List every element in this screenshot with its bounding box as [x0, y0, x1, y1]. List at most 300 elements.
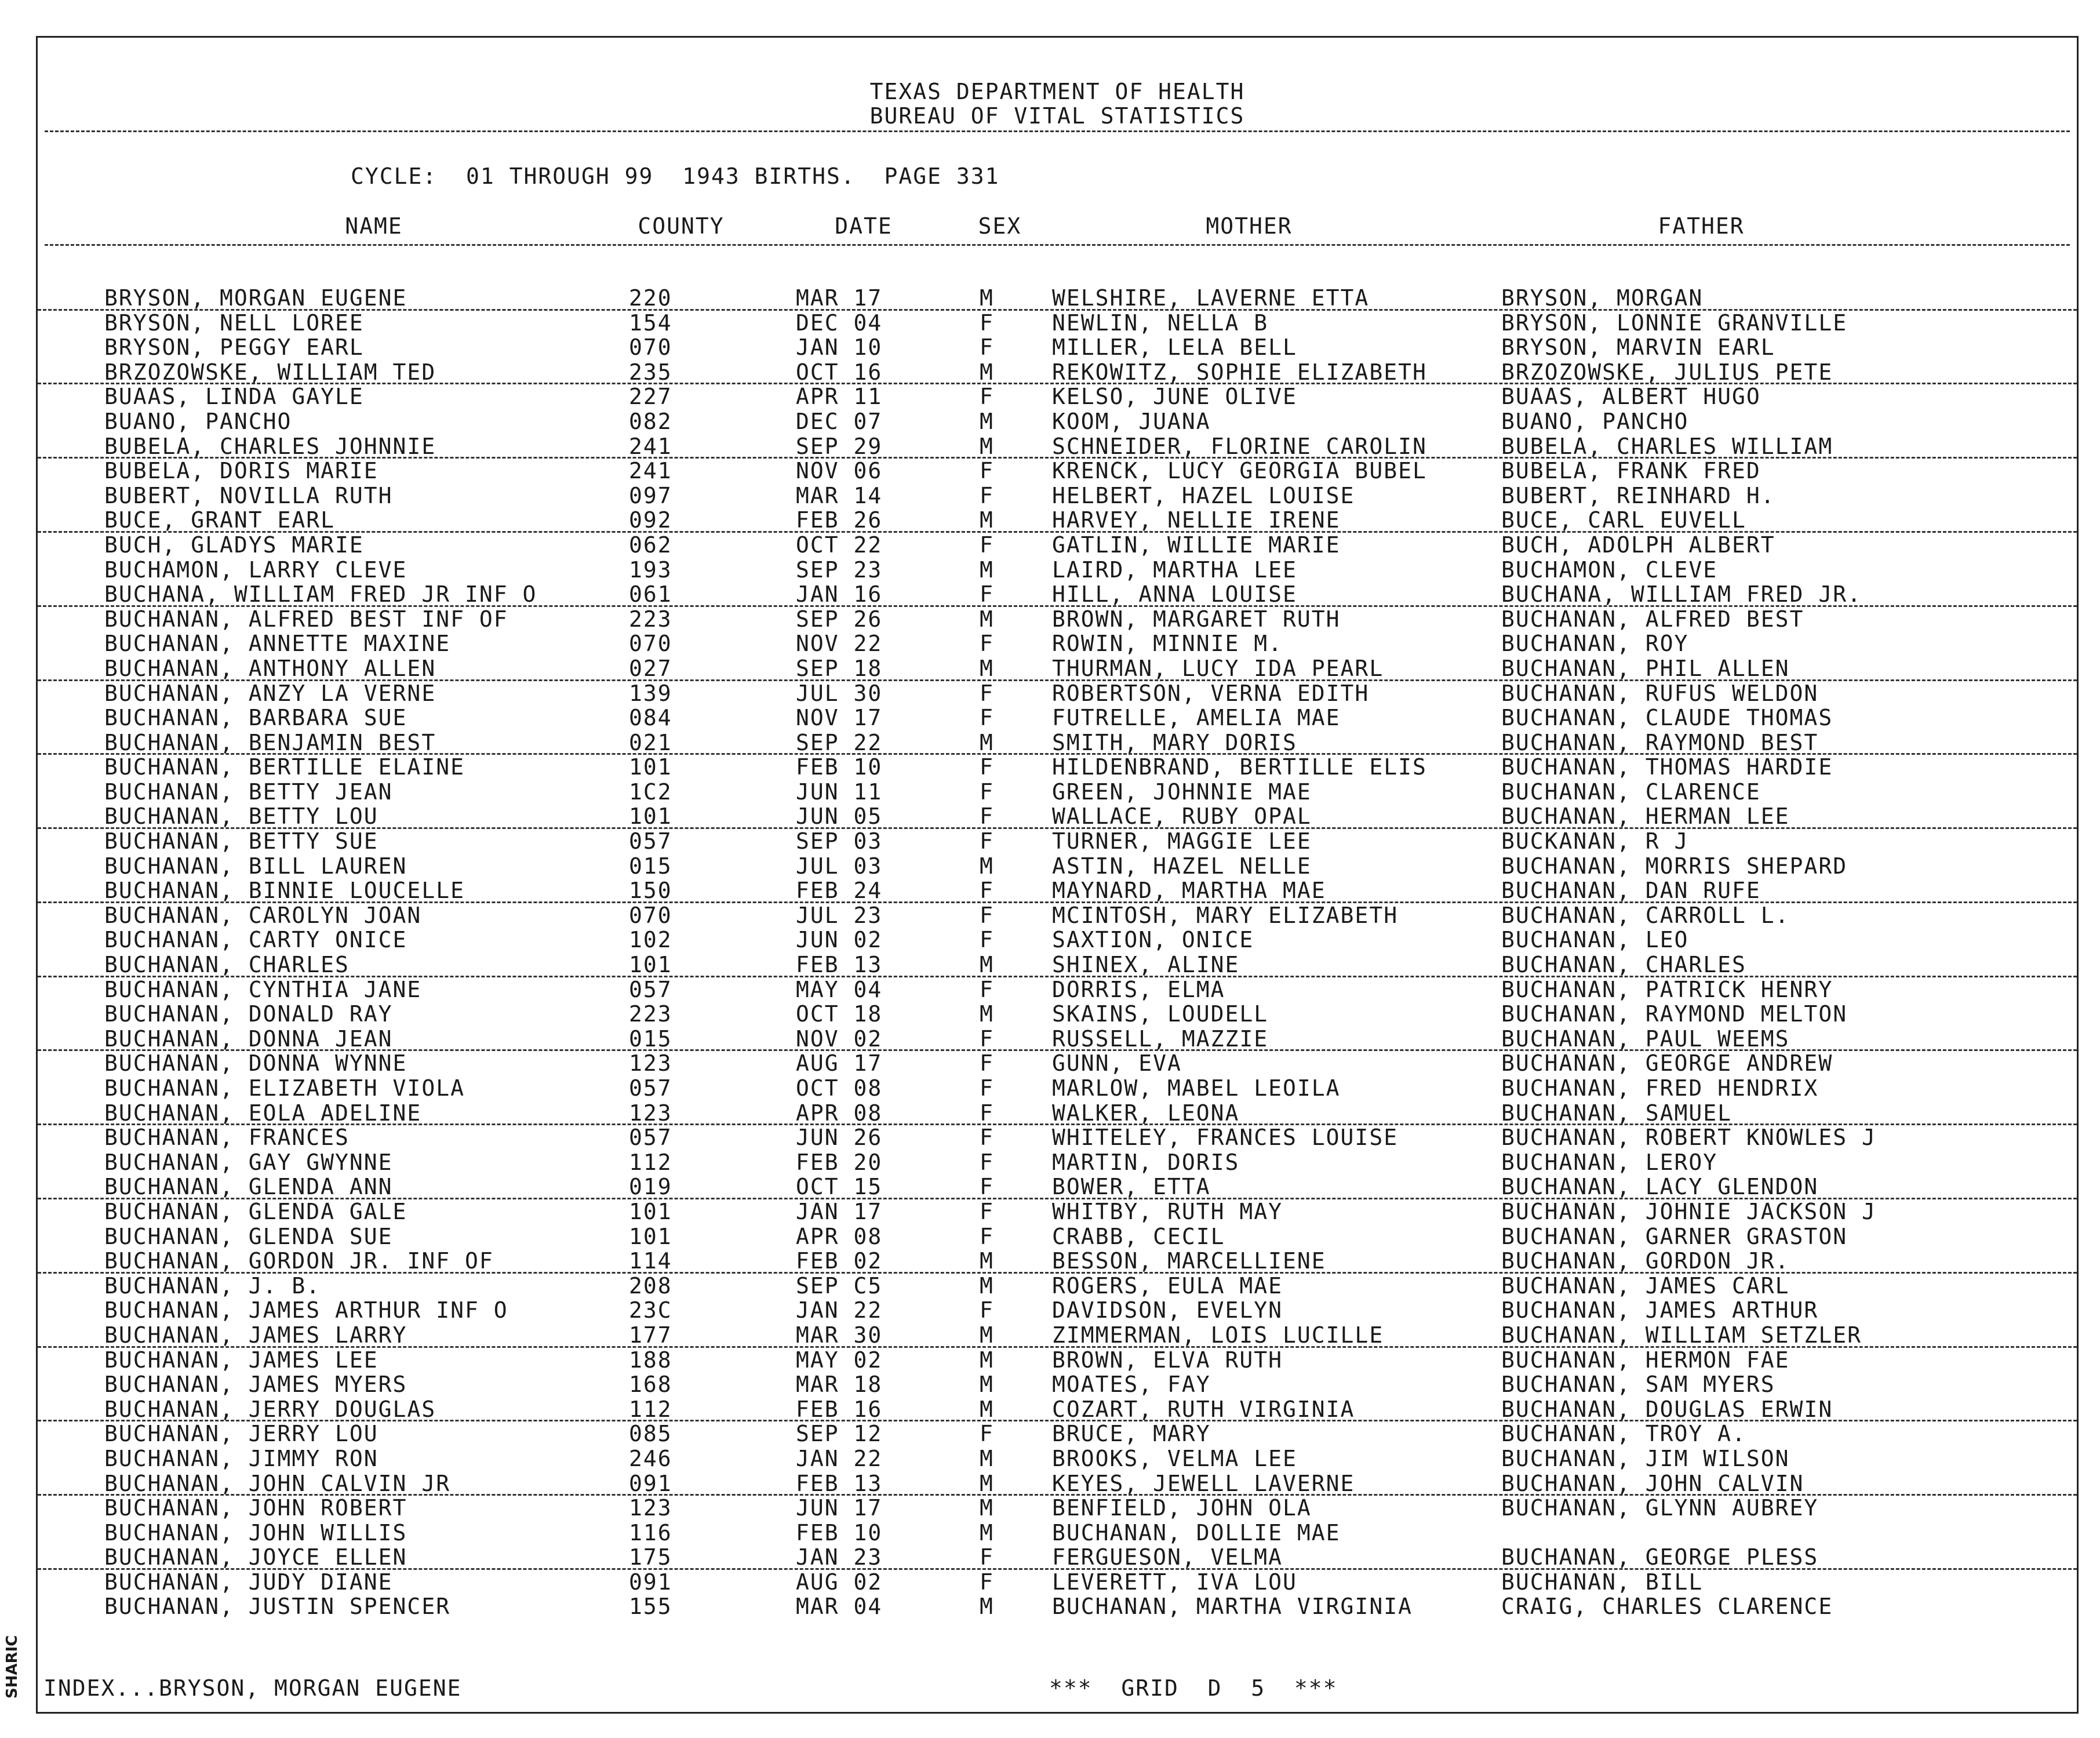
- cell-father: BUCHANAN, THOMAS HARDIE: [1501, 755, 1833, 780]
- cell-mother: GATLIN, WILLIE MARIE: [1052, 532, 1341, 558]
- cell-date: JAN 22: [796, 1446, 883, 1471]
- cell-father: BUCHANAN, JIM WILSON: [1501, 1446, 1790, 1471]
- cell-name: BUCHANAN, BETTY SUE: [104, 829, 378, 854]
- cell-date: JUN 11: [796, 779, 883, 805]
- table-row: [38, 681, 2077, 706]
- table-row: [38, 1249, 2077, 1274]
- cell-father: BUCH, ADOLPH ALBERT: [1501, 532, 1775, 558]
- cell-name: BUCHANAN, JAMES LEE: [104, 1347, 378, 1373]
- cell-sex: F: [980, 582, 994, 607]
- cell-mother: WALKER, LEONA: [1052, 1100, 1240, 1126]
- cell-sex: M: [980, 1372, 994, 1397]
- footer-grid: *** GRID D 5 ***: [1049, 1675, 1338, 1701]
- table-row: [38, 1372, 2077, 1397]
- table-row: [38, 558, 2077, 583]
- cell-name: BUCHANAN, BENJAMIN BEST: [104, 730, 436, 755]
- cell-date: FEB 24: [796, 878, 883, 903]
- cell-county: 235: [629, 359, 672, 385]
- cell-date: MAR 18: [796, 1372, 883, 1397]
- cell-sex: F: [980, 706, 994, 730]
- cell-father: BUCHANAN, CARROLL L.: [1501, 903, 1790, 928]
- cell-county: 070: [629, 335, 672, 360]
- footer-index: INDEX...BRYSON, MORGAN EUGENE: [43, 1675, 462, 1701]
- cell-mother: WHITBY, RUTH MAY: [1052, 1199, 1283, 1224]
- cell-mother: WALLACE, RUBY OPAL: [1052, 804, 1312, 830]
- table-row: [38, 755, 2077, 780]
- cell-sex: M: [980, 1594, 994, 1620]
- cell-date: APR 08: [796, 1224, 883, 1249]
- table-row: [38, 730, 2077, 755]
- header-department: TEXAS DEPARTMENT OF HEALTH: [869, 79, 1245, 104]
- cell-father: BUCHANAN, ROY: [1501, 631, 1689, 656]
- cell-name: BUCHANAN, JAMES MYERS: [104, 1372, 407, 1397]
- cell-name: BUCHANAN, BILL LAUREN: [104, 853, 407, 879]
- cell-mother: GREEN, JOHNNIE MAE: [1052, 779, 1312, 805]
- cell-mother: WHITELEY, FRANCES LOUISE: [1052, 1125, 1399, 1150]
- records-table: [38, 286, 2077, 1619]
- cell-date: OCT 18: [796, 1002, 883, 1027]
- column-header-mother: MOTHER: [1206, 213, 1293, 239]
- cell-father: BUCHANAN, PAUL WEEMS: [1501, 1026, 1790, 1052]
- table-row: [38, 508, 2077, 533]
- cell-mother: MARTIN, DORIS: [1052, 1150, 1240, 1175]
- cell-father: BUCHANAN, FRED HENDRIX: [1501, 1076, 1819, 1101]
- table-row: [38, 1002, 2077, 1027]
- cell-date: JAN 17: [796, 1199, 883, 1224]
- cell-sex: M: [980, 409, 994, 434]
- table-row: [38, 459, 2077, 483]
- cell-sex: M: [980, 508, 994, 533]
- cell-sex: F: [980, 804, 994, 830]
- cell-county: 241: [629, 459, 672, 483]
- cell-mother: HARVEY, NELLIE IRENE: [1052, 508, 1341, 533]
- cell-county: 070: [629, 903, 672, 928]
- cell-county: 1C2: [629, 779, 672, 805]
- table-row: [38, 1521, 2077, 1546]
- cell-name: BUCHANAN, GORDON JR. INF OF: [104, 1249, 494, 1274]
- cell-county: 084: [629, 706, 672, 730]
- cell-mother: SKAINS, LOUDELL: [1052, 1002, 1269, 1027]
- cell-date: SEP C5: [796, 1273, 883, 1299]
- cell-name: BUCHANAN, JAMES LARRY: [104, 1322, 407, 1348]
- cell-name: BUCHANAN, J. B.: [104, 1273, 321, 1299]
- table-row: [38, 1199, 2077, 1224]
- table-row: [38, 780, 2077, 805]
- cell-sex: M: [980, 1322, 994, 1348]
- cell-name: BUCHANAN, ANZY LA VERNE: [104, 681, 436, 706]
- cell-mother: BUCHANAN, DOLLIE MAE: [1052, 1520, 1341, 1546]
- cell-date: NOV 22: [796, 631, 883, 656]
- cell-mother: FERGUESON, VELMA: [1052, 1545, 1283, 1570]
- cell-sex: F: [980, 631, 994, 656]
- cell-county: 057: [629, 1076, 672, 1101]
- cell-mother: HILDENBRAND, BERTILLE ELIS: [1052, 755, 1427, 780]
- cell-name: BUCHANAN, BETTY JEAN: [104, 779, 393, 805]
- cell-name: BRYSON, PEGGY EARL: [104, 335, 364, 360]
- cell-county: 208: [629, 1273, 672, 1299]
- cell-name: BUCHANAN, JOHN WILLIS: [104, 1520, 407, 1546]
- cell-county: 241: [629, 434, 672, 459]
- cell-county: 101: [629, 804, 672, 830]
- cell-mother: LEVERETT, IVA LOU: [1052, 1569, 1297, 1595]
- side-label: SHARIC: [3, 1635, 21, 1699]
- cell-father: BRZOZOWSKE, JULIUS PETE: [1501, 359, 1833, 385]
- cell-county: 102: [629, 928, 672, 953]
- cell-date: OCT 22: [796, 532, 883, 558]
- cell-mother: SHINEX, ALINE: [1052, 952, 1240, 977]
- cell-sex: F: [980, 928, 994, 953]
- cell-mother: CRABB, CECIL: [1052, 1224, 1225, 1249]
- cell-father: BUCHANAN, BILL: [1501, 1569, 1704, 1595]
- cell-mother: MILLER, LELA BELL: [1052, 335, 1297, 360]
- table-row: [38, 533, 2077, 558]
- table-row: [38, 1446, 2077, 1471]
- cell-date: JUN 17: [796, 1496, 883, 1521]
- column-header-date: DATE: [835, 213, 893, 239]
- cell-county: 021: [629, 730, 672, 755]
- cell-date: MAR 17: [796, 286, 883, 311]
- cell-father: BUCHANAN, LEO: [1501, 928, 1689, 953]
- cell-sex: M: [980, 952, 994, 977]
- cell-date: JUN 02: [796, 928, 883, 953]
- table-row: [38, 1570, 2077, 1595]
- column-header-county: COUNTY: [638, 213, 725, 239]
- cell-date: FEB 13: [796, 1471, 883, 1496]
- cell-county: 114: [629, 1249, 672, 1274]
- cell-mother: REKOWITZ, SOPHIE ELIZABETH: [1052, 359, 1427, 385]
- cell-name: BUCHANAN, GLENDA GALE: [104, 1199, 407, 1224]
- cell-sex: F: [980, 1298, 994, 1323]
- table-row: [38, 607, 2077, 632]
- cell-mother: BESSON, MARCELLIENE: [1052, 1249, 1326, 1274]
- cell-sex: F: [980, 755, 994, 780]
- cell-name: BUCHANAN, JERRY LOU: [104, 1421, 378, 1446]
- table-row: [38, 878, 2077, 903]
- cell-county: 085: [629, 1421, 672, 1446]
- cell-county: 123: [629, 1496, 672, 1521]
- cell-sex: M: [980, 1002, 994, 1027]
- cell-name: BUCHANAN, DONNA WYNNE: [104, 1051, 407, 1076]
- table-row: [38, 952, 2077, 977]
- cell-mother: HELBERT, HAZEL LOUISE: [1052, 483, 1355, 508]
- cell-date: MAY 02: [796, 1347, 883, 1373]
- cell-county: 101: [629, 952, 672, 977]
- cell-date: FEB 02: [796, 1249, 883, 1274]
- cell-mother: LAIRD, MARTHA LEE: [1052, 557, 1297, 583]
- cell-county: 027: [629, 656, 672, 681]
- cell-name: BUCHANAN, BETTY LOU: [104, 804, 378, 830]
- cell-date: DEC 07: [796, 409, 883, 434]
- cell-county: 23C: [629, 1298, 672, 1323]
- cell-sex: F: [980, 1051, 994, 1076]
- table-row: [38, 384, 2077, 409]
- cell-name: BUCHANAN, ELIZABETH VIOLA: [104, 1076, 465, 1101]
- cell-mother: MCINTOSH, MARY ELIZABETH: [1052, 903, 1399, 928]
- table-row: [38, 434, 2077, 459]
- cell-name: BUANO, PANCHO: [104, 409, 292, 434]
- cell-county: 057: [629, 1125, 672, 1150]
- cell-name: BUCHANAN, CARTY ONICE: [104, 928, 407, 953]
- cell-sex: F: [980, 483, 994, 508]
- cell-father: BUCHANAN, JOHN CALVIN: [1501, 1471, 1804, 1496]
- cell-sex: M: [980, 557, 994, 583]
- cell-name: BRYSON, NELL LOREE: [104, 310, 364, 336]
- table-row: [38, 1274, 2077, 1299]
- cell-date: JUN 05: [796, 804, 883, 830]
- cell-date: APR 11: [796, 384, 883, 409]
- cell-mother: MAYNARD, MARTHA MAE: [1052, 878, 1326, 903]
- cell-date: SEP 03: [796, 829, 883, 854]
- cell-county: 116: [629, 1520, 672, 1546]
- cell-sex: M: [980, 1249, 994, 1274]
- cell-father: BUCHANA, WILLIAM FRED JR.: [1501, 582, 1862, 607]
- cell-county: 062: [629, 532, 672, 558]
- cell-sex: M: [980, 434, 994, 459]
- cell-name: BRYSON, MORGAN EUGENE: [104, 286, 407, 311]
- cell-county: 175: [629, 1545, 672, 1570]
- cell-mother: TURNER, MAGGIE LEE: [1052, 829, 1312, 854]
- cell-date: NOV 17: [796, 706, 883, 730]
- cell-sex: M: [980, 1273, 994, 1299]
- cell-father: BUCHANAN, RAYMOND BEST: [1501, 730, 1819, 755]
- cell-date: MAR 04: [796, 1594, 883, 1620]
- cell-date: FEB 10: [796, 755, 883, 780]
- cell-sex: F: [980, 681, 994, 706]
- cell-sex: F: [980, 903, 994, 928]
- cell-father: BUCHANAN, GARNER GRASTON: [1501, 1224, 1848, 1249]
- table-row: [38, 1397, 2077, 1422]
- cell-date: JUL 30: [796, 681, 883, 706]
- cell-father: BUCHANAN, PHIL ALLEN: [1501, 656, 1790, 681]
- column-header-name: NAME: [345, 213, 403, 239]
- cell-name: BUCE, GRANT EARL: [104, 508, 336, 533]
- cell-sex: F: [980, 1421, 994, 1446]
- cell-name: BUCHANAN, DONALD RAY: [104, 1002, 393, 1027]
- cell-mother: ASTIN, HAZEL NELLE: [1052, 853, 1312, 879]
- cell-date: MAR 30: [796, 1322, 883, 1348]
- cell-name: BUCHANAN, JUSTIN SPENCER: [104, 1594, 451, 1620]
- cell-mother: KEYES, JEWELL LAVERNE: [1052, 1471, 1355, 1496]
- cell-father: BRYSON, MORGAN: [1501, 286, 1704, 311]
- cell-sex: F: [980, 335, 994, 360]
- cell-father: BUCE, CARL EUVELL: [1501, 508, 1746, 533]
- cell-county: 101: [629, 1224, 672, 1249]
- cell-father: BRYSON, MARVIN EARL: [1501, 335, 1775, 360]
- cell-sex: M: [980, 1471, 994, 1496]
- cell-date: OCT 16: [796, 359, 883, 385]
- cell-county: 015: [629, 853, 672, 879]
- cell-name: BUCHANAN, EOLA ADELINE: [104, 1100, 422, 1126]
- cell-father: BUCHANAN, GEORGE PLESS: [1501, 1545, 1819, 1570]
- cell-sex: M: [980, 1397, 994, 1422]
- cell-father: BUCHANAN, LACY GLENDON: [1501, 1175, 1819, 1199]
- cell-mother: BENFIELD, JOHN OLA: [1052, 1496, 1312, 1521]
- cell-county: 097: [629, 483, 672, 508]
- table-row: [38, 1594, 2077, 1619]
- cell-father: BUCHANAN, CHARLES: [1501, 952, 1746, 977]
- table-row: [38, 1323, 2077, 1348]
- cell-mother: DAVIDSON, EVELYN: [1052, 1298, 1283, 1323]
- cell-date: SEP 22: [796, 730, 883, 755]
- cell-date: NOV 02: [796, 1026, 883, 1052]
- table-row: [38, 1348, 2077, 1373]
- cell-name: BUCHANAN, JOYCE ELLEN: [104, 1545, 407, 1570]
- cell-county: 112: [629, 1150, 672, 1175]
- cell-sex: F: [980, 532, 994, 558]
- cell-name: BUCHANAN, ALFRED BEST INF OF: [104, 606, 508, 632]
- cell-mother: SCHNEIDER, FLORINE CAROLIN: [1052, 434, 1427, 459]
- table-row: [38, 928, 2077, 952]
- cell-sex: M: [980, 853, 994, 879]
- cell-father: BUCHANAN, GORDON JR.: [1501, 1249, 1790, 1274]
- cell-name: BUBELA, CHARLES JOHNNIE: [104, 434, 436, 459]
- table-row: [38, 1175, 2077, 1199]
- cell-sex: M: [980, 359, 994, 385]
- cell-county: 112: [629, 1397, 672, 1422]
- cell-name: BUCHANAN, BERTILLE ELAINE: [104, 755, 465, 780]
- cell-father: BUCHANAN, WILLIAM SETZLER: [1501, 1322, 1862, 1348]
- table-row: [38, 1125, 2077, 1150]
- cell-father: BUBELA, FRANK FRED: [1501, 459, 1761, 483]
- cell-mother: MOATES, FAY: [1052, 1372, 1211, 1397]
- cell-sex: M: [980, 606, 994, 632]
- cell-name: BUCHANAN, CHARLES: [104, 952, 350, 977]
- cell-county: 070: [629, 631, 672, 656]
- cell-name: BUCHANAN, JUDY DIANE: [104, 1569, 393, 1595]
- cell-county: 019: [629, 1175, 672, 1199]
- cell-date: JAN 16: [796, 582, 883, 607]
- cell-date: FEB 26: [796, 508, 883, 533]
- cell-county: 101: [629, 755, 672, 780]
- cell-date: SEP 18: [796, 656, 883, 681]
- cell-sex: F: [980, 878, 994, 903]
- cell-father: BUCHANAN, GEORGE ANDREW: [1501, 1051, 1833, 1076]
- cell-father: BUCHANAN, JOHNIE JACKSON J: [1501, 1199, 1876, 1224]
- cell-mother: NEWLIN, NELLA B: [1052, 310, 1269, 336]
- cell-father: BUCHANAN, ROBERT KNOWLES J: [1501, 1125, 1876, 1150]
- cell-county: 061: [629, 582, 672, 607]
- cell-name: BUCHANAN, GLENDA SUE: [104, 1224, 393, 1249]
- cell-name: BUBELA, DORIS MARIE: [104, 459, 378, 483]
- header-rule: [45, 130, 2070, 132]
- cell-father: BUCKANAN, R J: [1501, 829, 1689, 854]
- cell-name: BUCHANAN, DONNA JEAN: [104, 1026, 393, 1052]
- cell-name: BUCHANA, WILLIAM FRED JR INF O: [104, 582, 537, 607]
- cell-father: BUCHANAN, JAMES ARTHUR: [1501, 1298, 1819, 1323]
- cell-date: DEC 04: [796, 310, 883, 336]
- table-row: [38, 977, 2077, 1002]
- cell-county: 223: [629, 1002, 672, 1027]
- cell-father: BUCHANAN, ALFRED BEST: [1501, 606, 1804, 632]
- cell-mother: THURMAN, LUCY IDA PEARL: [1052, 656, 1384, 681]
- cell-father: BUANO, PANCHO: [1501, 409, 1689, 434]
- cell-father: BUCHANAN, TROY A.: [1501, 1421, 1746, 1446]
- cell-mother: HILL, ANNA LOUISE: [1052, 582, 1297, 607]
- table-row: [38, 360, 2077, 385]
- cell-county: 154: [629, 310, 672, 336]
- table-row: [38, 582, 2077, 607]
- cell-name: BUBERT, NOVILLA RUTH: [104, 483, 393, 508]
- cell-county: 123: [629, 1051, 672, 1076]
- cell-date: SEP 12: [796, 1421, 883, 1446]
- cell-father: BRYSON, LONNIE GRANVILLE: [1501, 310, 1848, 336]
- cell-name: BUCHANAN, BARBARA SUE: [104, 706, 407, 730]
- cell-county: 091: [629, 1471, 672, 1496]
- cell-sex: F: [980, 1026, 994, 1052]
- cell-date: MAR 14: [796, 483, 883, 508]
- cell-county: 091: [629, 1569, 672, 1595]
- cell-mother: MARLOW, MABEL LEOILA: [1052, 1076, 1341, 1101]
- cell-sex: F: [980, 1224, 994, 1249]
- table-row: [38, 804, 2077, 829]
- cell-county: 057: [629, 977, 672, 1002]
- cell-name: BUCHANAN, GLENDA ANN: [104, 1175, 393, 1199]
- cell-county: 057: [629, 829, 672, 854]
- cell-sex: M: [980, 1446, 994, 1471]
- table-row: [38, 903, 2077, 928]
- cell-sex: M: [980, 1496, 994, 1521]
- cell-name: BUCHANAN, JERRY DOUGLAS: [104, 1397, 436, 1422]
- cell-date: SEP 26: [796, 606, 883, 632]
- cell-county: 188: [629, 1347, 672, 1373]
- cell-sex: F: [980, 1175, 994, 1199]
- cell-name: BUCHANAN, FRANCES: [104, 1125, 350, 1150]
- cell-name: BUCHANAN, JAMES ARTHUR INF O: [104, 1298, 508, 1323]
- cell-county: 139: [629, 681, 672, 706]
- table-row: [38, 1298, 2077, 1323]
- cell-mother: ROBERTSON, VERNA EDITH: [1052, 681, 1370, 706]
- table-row: [38, 1027, 2077, 1052]
- column-header-father: FATHER: [1658, 213, 1745, 239]
- cell-father: BUBERT, REINHARD H.: [1501, 483, 1775, 508]
- cell-father: BUCHANAN, CLARENCE: [1501, 779, 1761, 805]
- cell-county: 246: [629, 1446, 672, 1471]
- cell-mother: FUTRELLE, AMELIA MAE: [1052, 706, 1341, 730]
- cell-name: BUCHANAN, CAROLYN JOAN: [104, 903, 422, 928]
- cell-father: BUCHANAN, CLAUDE THOMAS: [1501, 706, 1833, 730]
- cell-sex: F: [980, 779, 994, 805]
- cell-name: BUCHANAN, JIMMY RON: [104, 1446, 378, 1471]
- table-row: [38, 829, 2077, 854]
- cell-father: BUCHAMON, CLEVE: [1501, 557, 1718, 583]
- cell-county: 223: [629, 606, 672, 632]
- cell-date: NOV 06: [796, 459, 883, 483]
- cell-name: BUCHANAN, ANNETTE MAXINE: [104, 631, 451, 656]
- cell-sex: M: [980, 730, 994, 755]
- cell-father: BUBELA, CHARLES WILLIAM: [1501, 434, 1833, 459]
- cell-mother: BOWER, ETTA: [1052, 1175, 1211, 1199]
- header-cycle: CYCLE: 01 THROUGH 99 1943 BIRTHS. PAGE 331: [351, 163, 1000, 189]
- cell-name: BUCHAMON, LARRY CLEVE: [104, 557, 407, 583]
- table-row: [38, 1471, 2077, 1496]
- cell-date: SEP 23: [796, 557, 883, 583]
- table-row: [38, 311, 2077, 336]
- cell-mother: KELSO, JUNE OLIVE: [1052, 384, 1297, 409]
- cell-mother: ROGERS, EULA MAE: [1052, 1273, 1283, 1299]
- column-header-rule: [45, 244, 2070, 246]
- cell-name: BUCHANAN, ANTHONY ALLEN: [104, 656, 436, 681]
- cell-sex: F: [980, 459, 994, 483]
- cell-sex: M: [980, 286, 994, 311]
- cell-date: FEB 20: [796, 1150, 883, 1175]
- table-row: [38, 1150, 2077, 1175]
- cell-date: JUL 23: [796, 903, 883, 928]
- table-row: [38, 1076, 2077, 1101]
- cell-mother: KOOM, JUANA: [1052, 409, 1211, 434]
- cell-county: 177: [629, 1322, 672, 1348]
- cell-father: BUCHANAN, RUFUS WELDON: [1501, 681, 1819, 706]
- cell-father: BUAAS, ALBERT HUGO: [1501, 384, 1761, 409]
